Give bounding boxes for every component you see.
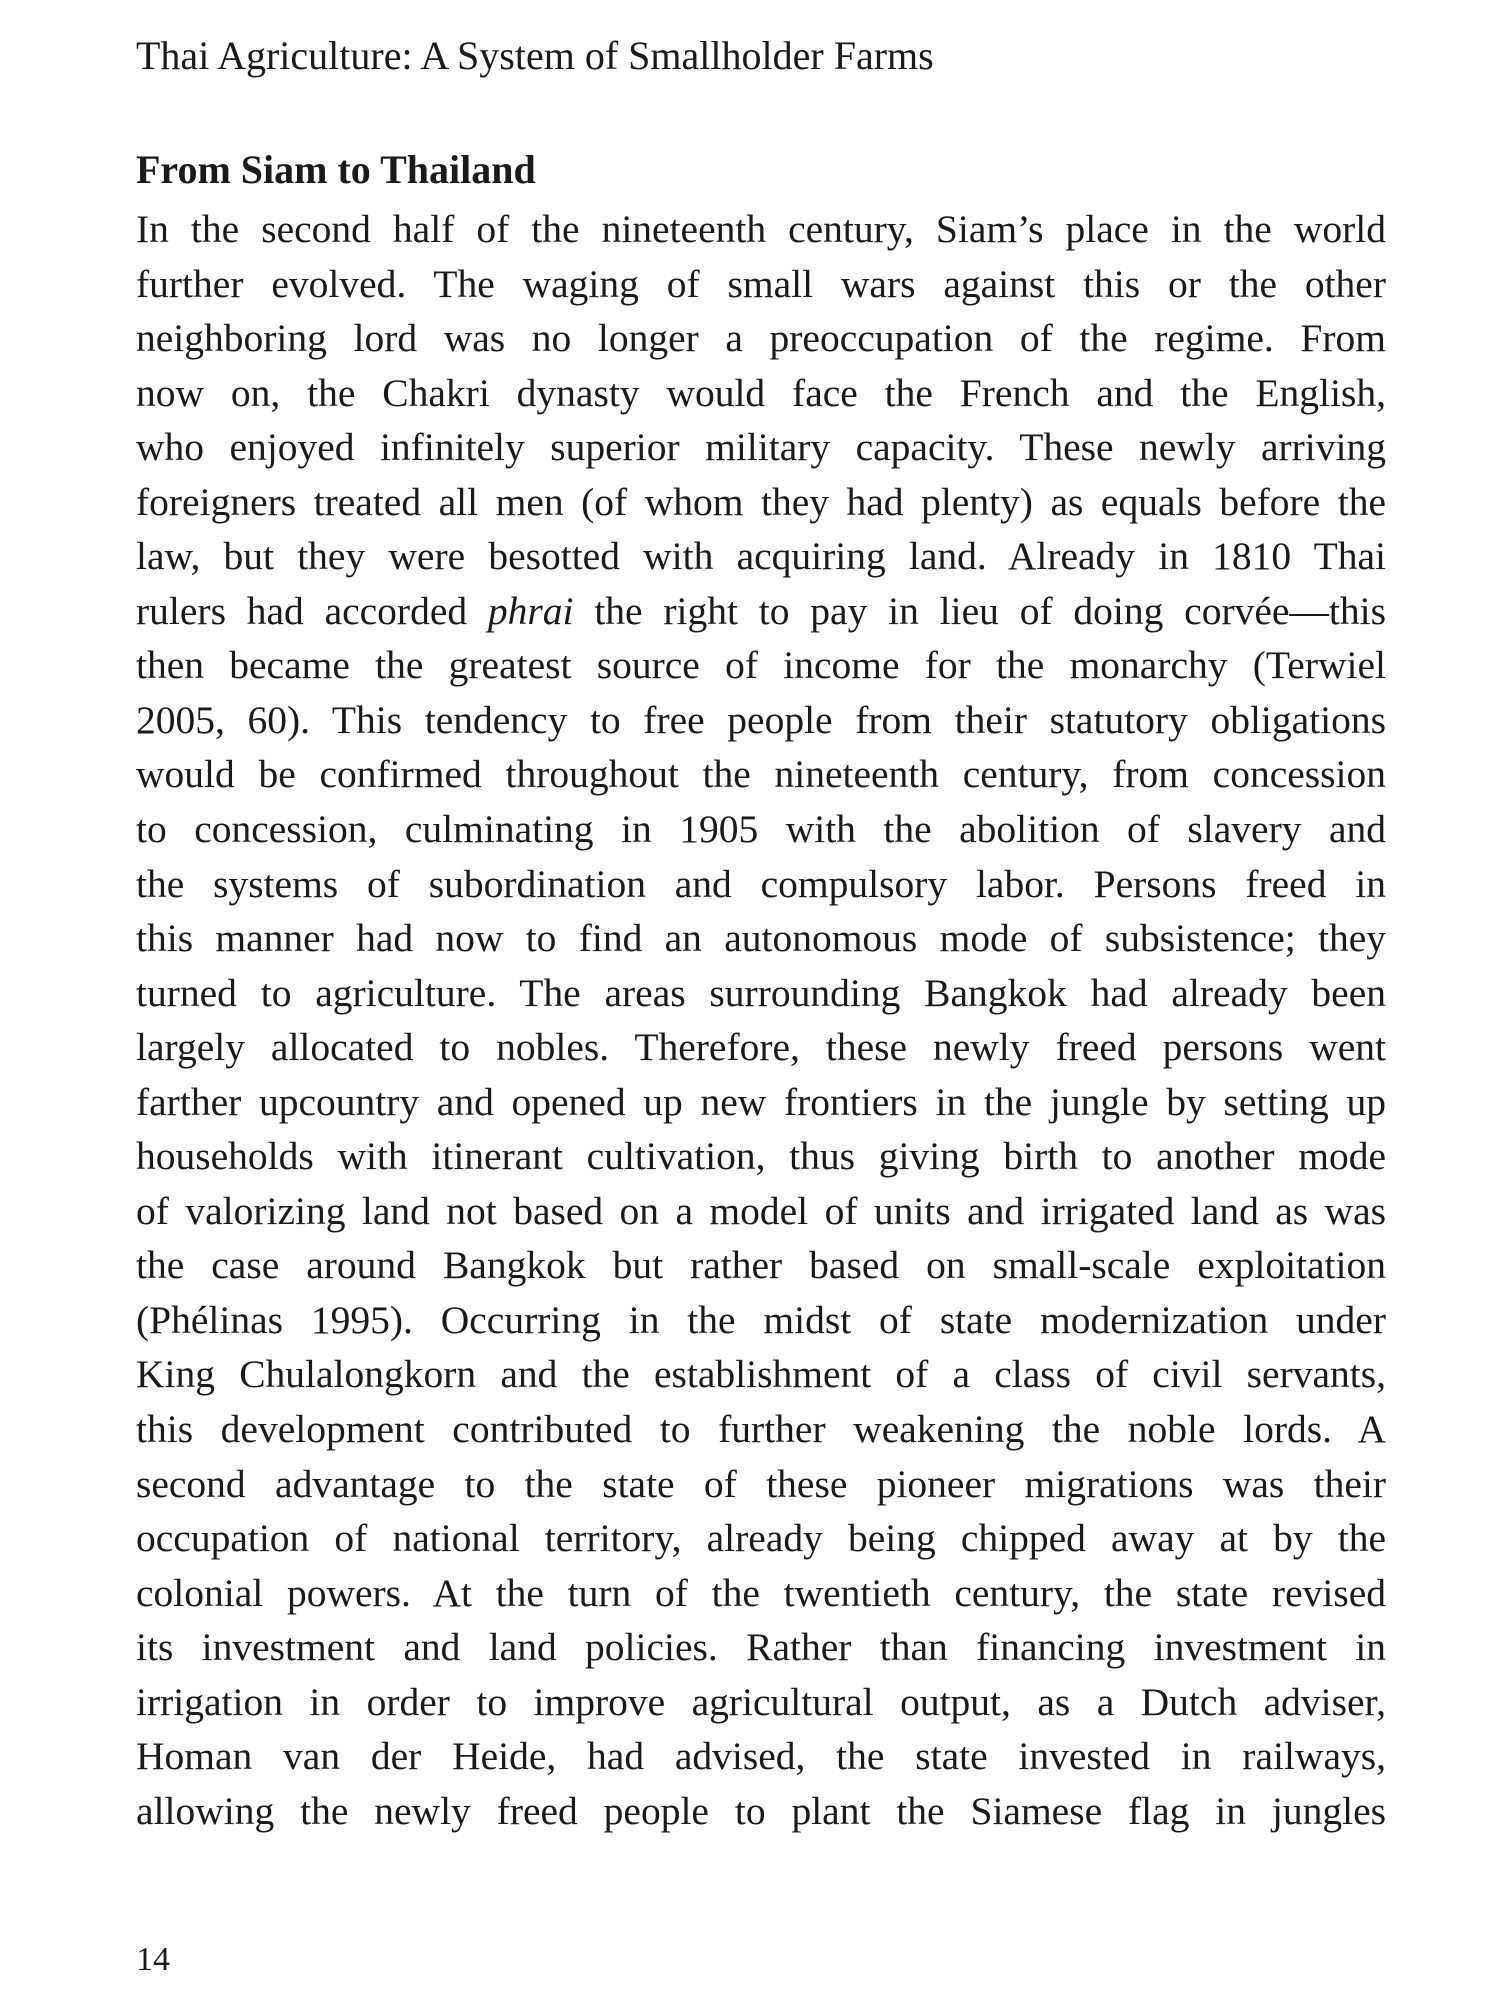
section-heading: From Siam to Thailand [136, 147, 536, 192]
body-line: In the second half of the nineteenth century, Siam’s place in the world [136, 207, 1386, 251]
body-line: irrigation in order to improve agricultural output, as a Dutch adviser, [136, 1679, 1386, 1724]
body-line: neighboring lord was no longer a preoccupation of the regime. From [136, 316, 1386, 361]
body-line: then became the greatest source of income for the monarchy (Terwiel [136, 643, 1386, 688]
body-line: would be confirmed throughout the nineteenth century, from concession [136, 752, 1386, 797]
body-paragraph [136, 202, 1386, 1838]
body-line: farther upcountry and opened up new frontiers in the jungle by setting up [136, 1079, 1386, 1124]
phrai-line-before: rulers had accorded [136, 588, 488, 633]
running-head: Thai Agriculture: A System of Smallholder Farms [136, 33, 934, 78]
body-line: allowing the newly freed people to plant the Siamese flag in jungles [136, 1788, 1386, 1833]
body-line: the case around Bangkok but rather based on small-scale exploitation [136, 1243, 1386, 1288]
body-line: its investment and land policies. Rather than financing investment in [136, 1625, 1386, 1670]
phrai-term: phrai [487, 588, 574, 633]
body-line: this development contributed to further weakening the noble lords. A [136, 1407, 1386, 1452]
body-line: foreigners treated all men (of whom they had plenty) as equals before the [136, 479, 1386, 524]
body-line: 2005, 60). This tendency to free people from their statutory obligations [136, 697, 1386, 742]
body-line: Homan van der Heide, had advised, the state invested in railways, [136, 1734, 1386, 1779]
body-line: King Chulalongkorn and the establishment of a class of civil servants, [136, 1352, 1386, 1397]
body-line: turned to agriculture. The areas surrounding Bangkok had already been [136, 970, 1386, 1015]
body-line: households with itinerant cultivation, thus giving birth to another mode [136, 1134, 1386, 1179]
body-line: further evolved. The waging of small wars against this or the other [136, 261, 1386, 306]
body-line-phrai [136, 584, 1386, 639]
body-line: the systems of subordination and compulsory labor. Persons freed in [136, 861, 1386, 906]
body-line: second advantage to the state of these pioneer migrations was their [136, 1461, 1386, 1506]
body-line: occupation of national territory, already being chipped away at by the [136, 1516, 1386, 1561]
body-line: law, but they were besotted with acquiring land. Already in 1810 Thai [136, 534, 1386, 579]
body-line: largely allocated to nobles. Therefore, these newly freed persons went [136, 1025, 1386, 1070]
body-line: colonial powers. At the turn of the twentieth century, the state revised [136, 1570, 1386, 1615]
body-line: this manner had now to find an autonomous mode of subsistence; they [136, 916, 1386, 961]
body-line: of valorizing land not based on a model of units and irrigated land as was [136, 1188, 1386, 1233]
body-line: now on, the Chakri dynasty would face the French and the English, [136, 370, 1386, 415]
body-line: (Phélinas 1995). Occurring in the midst of state modernization under [136, 1297, 1386, 1342]
phrai-line-after: the right to pay in lieu of doing corvée—this [573, 588, 1386, 633]
body-line: to concession, culminating in 1905 with the abolition of slavery and [136, 807, 1386, 852]
body-line: who enjoyed infinitely superior military capacity. These newly arriving [136, 425, 1386, 470]
page-number: 14 [136, 1941, 170, 1978]
